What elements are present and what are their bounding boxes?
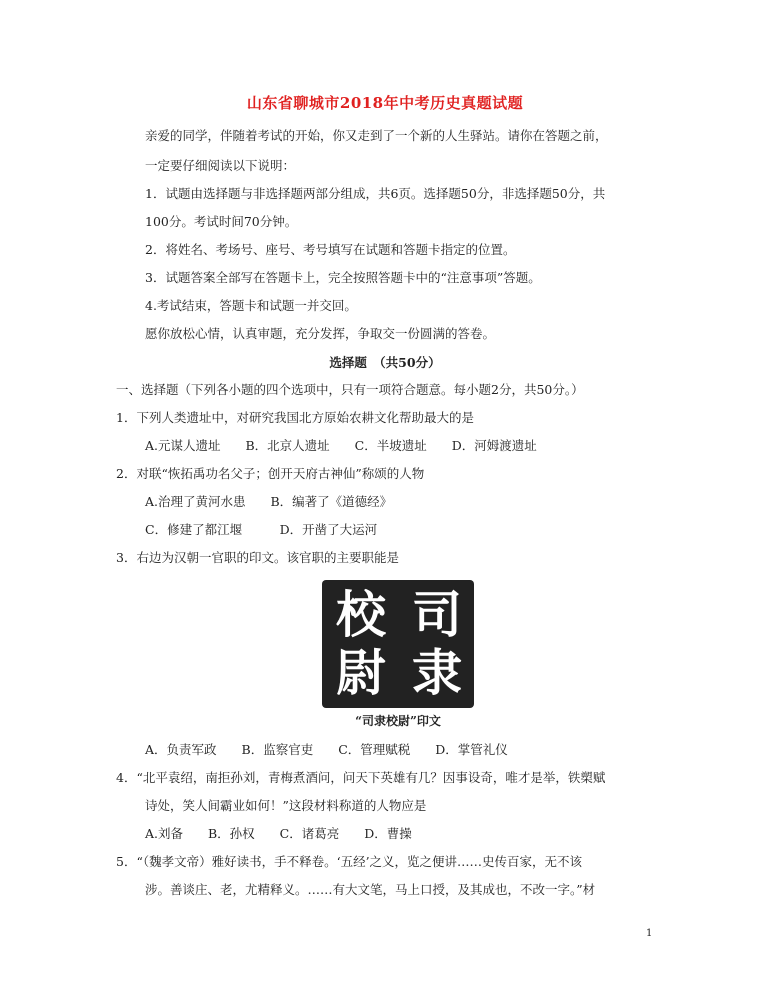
seal-character: 司 <box>412 586 462 644</box>
question-stem: 4．“北平袁绍，南拒孙刘，青梅煮酒问，问天下英雄有几？因事设奇，唯才是举，铁槊赋 <box>116 770 606 785</box>
question-options: A.刘备 B．孙权 C．诸葛亮 D．曹操 <box>145 826 412 841</box>
seal-caption: “司隶校尉”印文 <box>355 714 441 728</box>
intro-line: 100分。考试时间70分钟。 <box>145 214 298 229</box>
question-options: A.治理了黄河水患 B．编著了《道德经》 <box>145 494 393 509</box>
question-stem: 涉。善谈庄、老，尤精释义。……有大文笔，马上口授，及其成也，不改一字。”材 <box>145 882 596 897</box>
seal-character: 隶 <box>412 644 462 702</box>
intro-line: 3．试题答案全部写在答题卡上，完全按照答题卡中的“注意事项”答题。 <box>145 270 541 285</box>
question-stem: 诗处，笑人间霸业如何！”这段材料称道的人物应是 <box>145 798 427 813</box>
question-stem: 5．“（魏孝文帝）雅好读书，手不释卷。‘五经’之义，览之便讲……史传百家，无不该 <box>116 854 583 869</box>
intro-line: 一定要仔细阅读以下说明： <box>145 158 296 173</box>
section-instructions: 一、选择题（下列各小题的四个选项中，只有一项符合题意。每小题2分，共50分。） <box>116 382 584 397</box>
question-stem: 2．对联“恢拓禹功名父子；创开天府古神仙”称颂的人物 <box>116 466 425 481</box>
section-heading: 选择题 （共50分） <box>329 355 441 370</box>
intro-line: 1．试题由选择题与非选择题两部分组成，共6页。选择题50分，非选择题50分，共 <box>145 186 606 201</box>
question-options: C．修建了都江堰 D．开凿了大运河 <box>145 522 378 537</box>
question-stem: 1．下列人类遗址中，对研究我国北方原始农耕文化帮助最大的是 <box>116 410 474 425</box>
question-stem: 3．右边为汉朝一官职的印文。该官职的主要职能是 <box>116 550 399 565</box>
seal-image <box>322 580 482 732</box>
intro-line: 2．将姓名、考场号、座号、考号填写在试题和答题卡指定的位置。 <box>145 242 516 257</box>
page-title: 山东省聊城市2018年中考历史真题试题 <box>246 94 524 112</box>
seal-character: 尉 <box>336 644 386 702</box>
seal-stamp <box>322 580 474 708</box>
question-options: A．负责军政 B．监察官吏 C．管理赋税 D．掌管礼仪 <box>145 742 508 757</box>
seal-character: 校 <box>336 586 386 644</box>
question-options: A.元谋人遗址 B．北京人遗址 C．半坡遗址 D．河姆渡遗址 <box>145 438 537 453</box>
intro-line: 4.考试结束，答题卡和试题一并交回。 <box>145 298 357 313</box>
page-number: 1 <box>646 928 653 939</box>
intro-line: 愿你放松心情，认真审题，充分发挥，争取交一份圆满的答卷。 <box>145 326 496 341</box>
intro-line: 亲爱的同学，伴随着考试的开始，你又走到了一个新的人生驿站。请你在答题之前， <box>145 128 608 143</box>
